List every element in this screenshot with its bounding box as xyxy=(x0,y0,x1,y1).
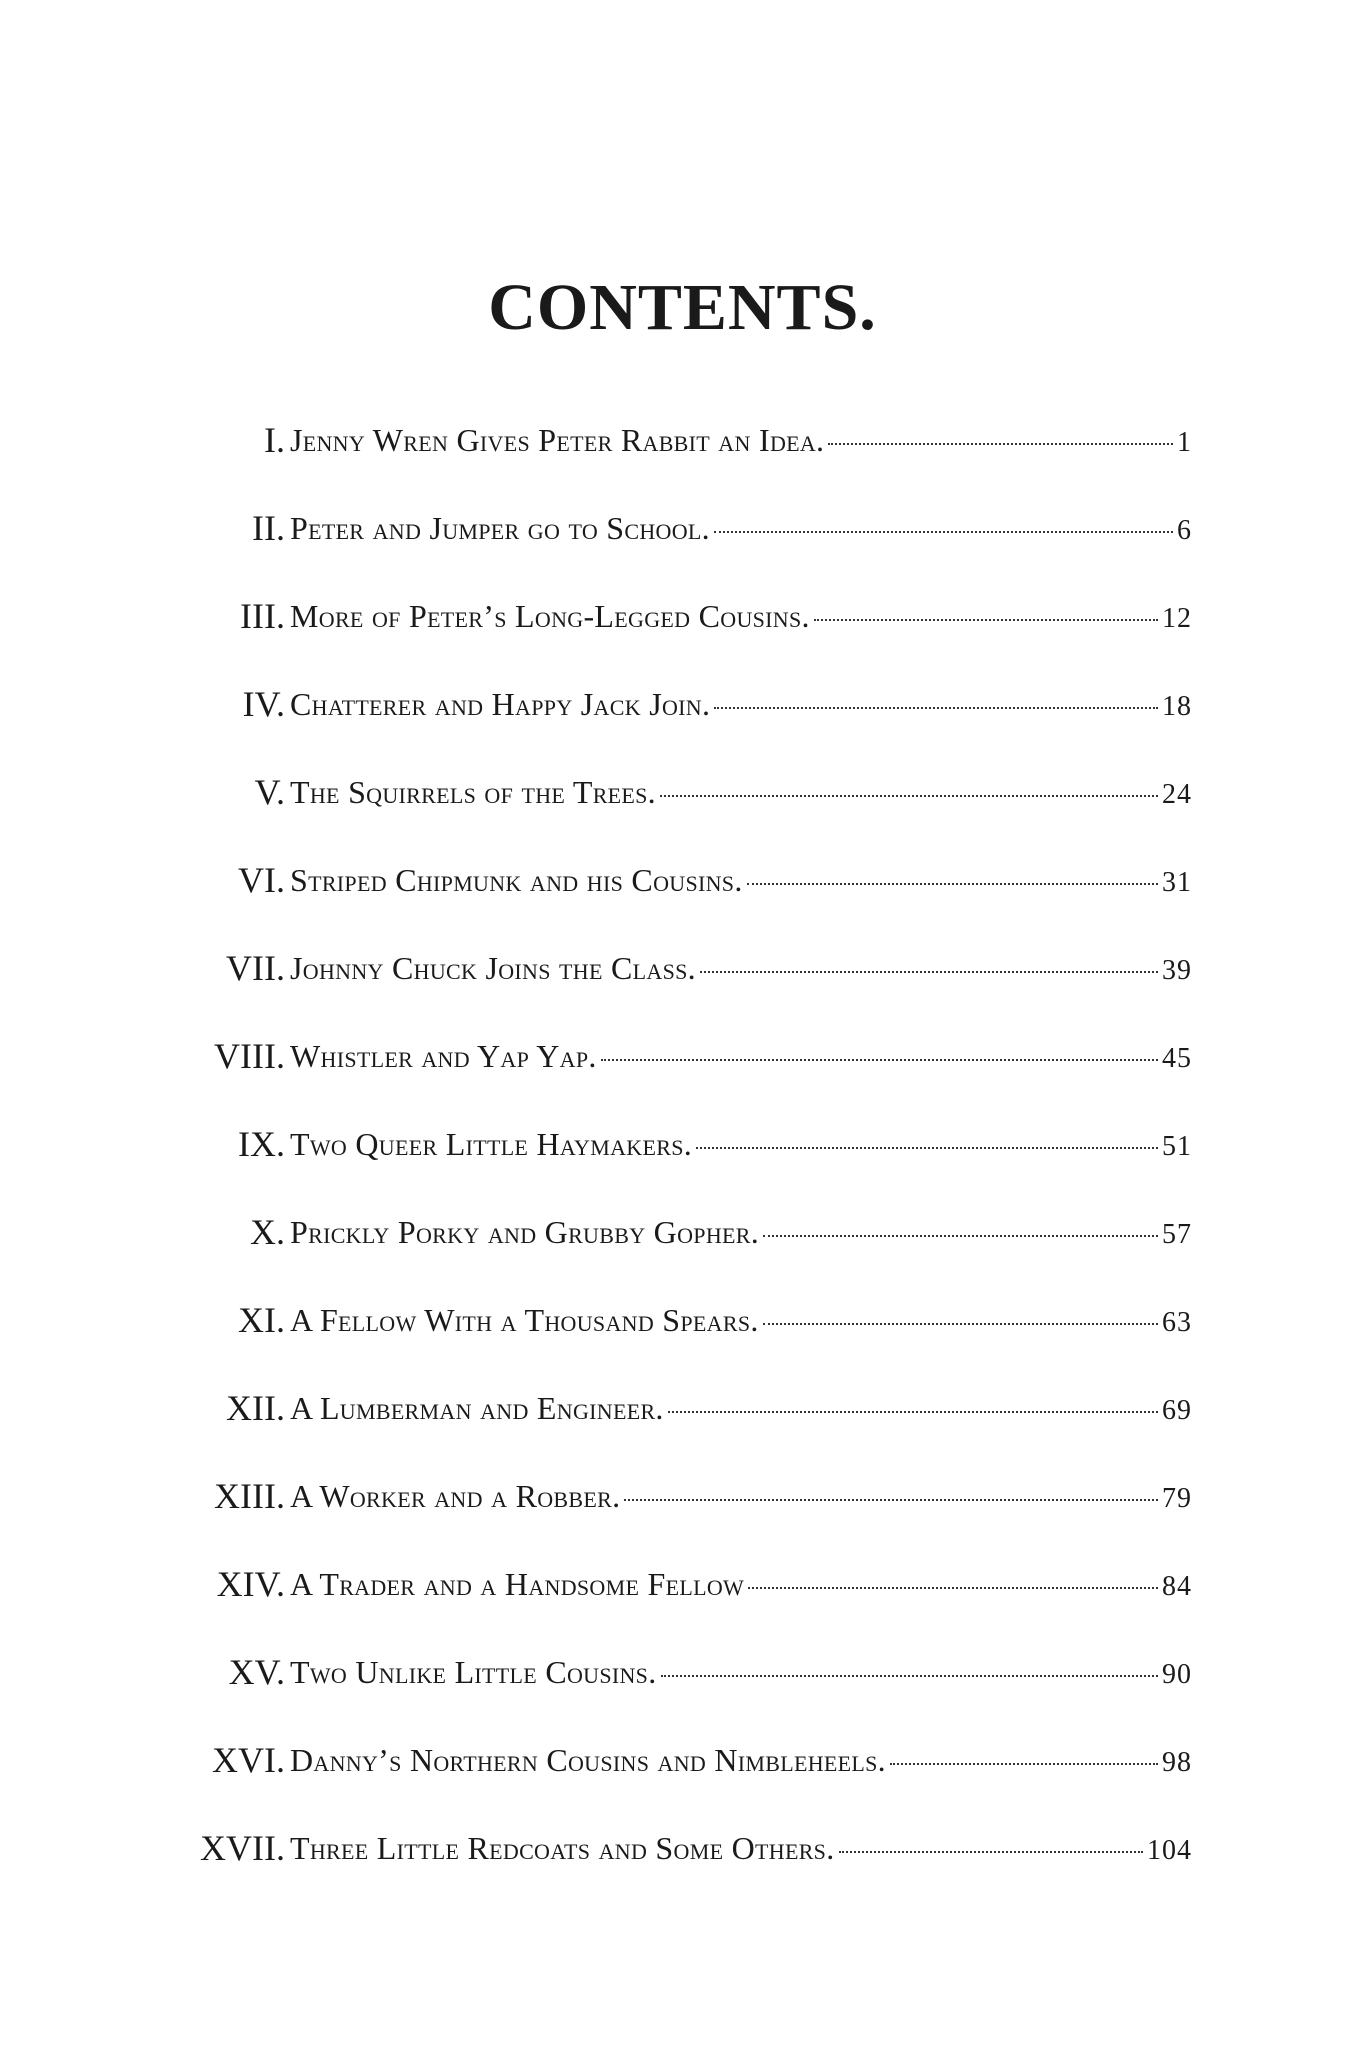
chapter-page-number: 51 xyxy=(1162,1131,1192,1162)
chapter-title: Three Little Redcoats and Some Others. xyxy=(290,1830,835,1866)
toc-row xyxy=(0,1114,1365,1174)
chapter-numeral: VII. xyxy=(226,948,285,988)
toc-row xyxy=(0,586,1365,646)
dot-leader xyxy=(661,1675,1158,1677)
chapter-title: Chatterer and Happy Jack Join. xyxy=(290,686,711,722)
toc-row xyxy=(0,1642,1365,1702)
toc-row xyxy=(0,1466,1365,1526)
chapter-page-number: 24 xyxy=(1162,779,1192,810)
chapter-title: The Squirrels of the Trees. xyxy=(290,774,656,810)
chapter-page-number: 45 xyxy=(1162,1043,1192,1074)
chapter-page-number: 1 xyxy=(1177,427,1192,458)
toc-entry xyxy=(290,1642,1192,1702)
chapter-page-number: 18 xyxy=(1162,691,1192,722)
dot-leader xyxy=(700,971,1158,973)
chapter-page-number: 104 xyxy=(1147,1835,1192,1866)
chapter-page-number: 90 xyxy=(1162,1659,1192,1690)
chapter-title: Danny’s Northern Cousins and Nimbleheels. xyxy=(290,1742,886,1778)
chapter-page-number: 63 xyxy=(1162,1307,1192,1338)
dot-leader xyxy=(714,531,1173,533)
dot-leader xyxy=(828,443,1173,445)
toc-row xyxy=(0,850,1365,910)
toc-entry xyxy=(290,1202,1192,1262)
chapter-numeral: X. xyxy=(250,1212,285,1252)
toc-row xyxy=(0,1290,1365,1350)
dot-leader xyxy=(839,1851,1144,1853)
chapter-numeral: XV. xyxy=(228,1652,285,1692)
chapter-numeral: VIII. xyxy=(214,1036,285,1076)
toc-entry xyxy=(290,410,1192,470)
dot-leader xyxy=(601,1059,1158,1061)
chapter-title: A Fellow With a Thousand Spears. xyxy=(290,1302,759,1338)
dot-leader xyxy=(747,883,1158,885)
chapter-title: More of Peter’s Long-Legged Cousins. xyxy=(290,598,810,634)
chapter-numeral: XII. xyxy=(226,1388,285,1428)
dot-leader xyxy=(814,619,1158,621)
chapter-title: A Lumberman and Engineer. xyxy=(290,1390,664,1426)
toc-row xyxy=(0,1202,1365,1262)
chapter-numeral: IX. xyxy=(238,1124,285,1164)
chapter-numeral: XVI. xyxy=(212,1740,285,1780)
toc-row xyxy=(0,1378,1365,1438)
chapter-title: Two Queer Little Haymakers. xyxy=(290,1126,693,1162)
chapter-page-number: 98 xyxy=(1162,1747,1192,1778)
toc-row xyxy=(0,1554,1365,1614)
toc-entry xyxy=(290,938,1192,998)
toc-row xyxy=(0,1026,1365,1086)
chapter-page-number: 12 xyxy=(1162,603,1192,634)
dot-leader xyxy=(763,1235,1158,1237)
dot-leader xyxy=(714,707,1158,709)
toc-row xyxy=(0,1730,1365,1790)
chapter-numeral: V. xyxy=(254,772,285,812)
dot-leader xyxy=(763,1323,1158,1325)
toc-row xyxy=(0,1818,1365,1878)
chapter-title: Striped Chipmunk and his Cousins. xyxy=(290,862,743,898)
chapter-page-number: 79 xyxy=(1162,1483,1192,1514)
chapter-numeral: XI. xyxy=(238,1300,285,1340)
dot-leader xyxy=(668,1411,1158,1413)
chapter-page-number: 57 xyxy=(1162,1219,1192,1250)
toc-entry xyxy=(290,674,1192,734)
dot-leader xyxy=(660,795,1158,797)
chapter-page-number: 84 xyxy=(1162,1571,1192,1602)
chapter-title: Prickly Porky and Grubby Gopher. xyxy=(290,1214,760,1250)
dot-leader xyxy=(748,1587,1158,1589)
toc-entry xyxy=(290,762,1192,822)
chapter-numeral: III. xyxy=(240,596,285,636)
chapter-title: A Trader and a Handsome Fellow xyxy=(290,1566,745,1602)
dot-leader xyxy=(696,1147,1158,1149)
chapter-numeral: IV. xyxy=(242,684,285,724)
toc-entry xyxy=(290,1554,1192,1614)
toc-row xyxy=(0,938,1365,998)
chapter-title: Peter and Jumper go to School. xyxy=(290,510,710,546)
toc-entry xyxy=(290,586,1192,646)
toc-entry xyxy=(290,1818,1192,1878)
toc-entry xyxy=(290,1114,1192,1174)
toc-entry xyxy=(290,498,1192,558)
toc-entry xyxy=(290,1466,1192,1526)
dot-leader xyxy=(624,1499,1158,1501)
toc-row xyxy=(0,410,1365,470)
chapter-page-number: 39 xyxy=(1162,955,1192,986)
chapter-title: Johnny Chuck Joins the Class. xyxy=(290,950,696,986)
chapter-numeral: XVII. xyxy=(200,1828,285,1868)
chapter-title: A Worker and a Robber. xyxy=(290,1478,621,1514)
toc-row xyxy=(0,762,1365,822)
chapter-numeral: XIII. xyxy=(214,1476,285,1516)
toc-entry xyxy=(290,850,1192,910)
toc-row xyxy=(0,498,1365,558)
chapter-page-number: 69 xyxy=(1162,1395,1192,1426)
chapter-title: Whistler and Yap Yap. xyxy=(290,1038,597,1074)
chapter-numeral: XIV. xyxy=(216,1564,285,1604)
toc-entry xyxy=(290,1730,1192,1790)
toc-entry xyxy=(290,1378,1192,1438)
chapter-numeral: I. xyxy=(264,420,285,460)
toc-entry xyxy=(290,1026,1192,1086)
dot-leader xyxy=(890,1763,1158,1765)
chapter-page-number: 6 xyxy=(1177,515,1192,546)
page-title: CONTENTS. xyxy=(488,271,877,344)
toc-entry xyxy=(290,1290,1192,1350)
chapter-title: Two Unlike Little Cousins. xyxy=(290,1654,657,1690)
chapter-numeral: II. xyxy=(252,508,285,548)
toc-row xyxy=(0,674,1365,734)
chapter-title: Jenny Wren Gives Peter Rabbit an Idea. xyxy=(290,422,825,458)
chapter-numeral: VI. xyxy=(238,860,285,900)
chapter-page-number: 31 xyxy=(1162,867,1192,898)
